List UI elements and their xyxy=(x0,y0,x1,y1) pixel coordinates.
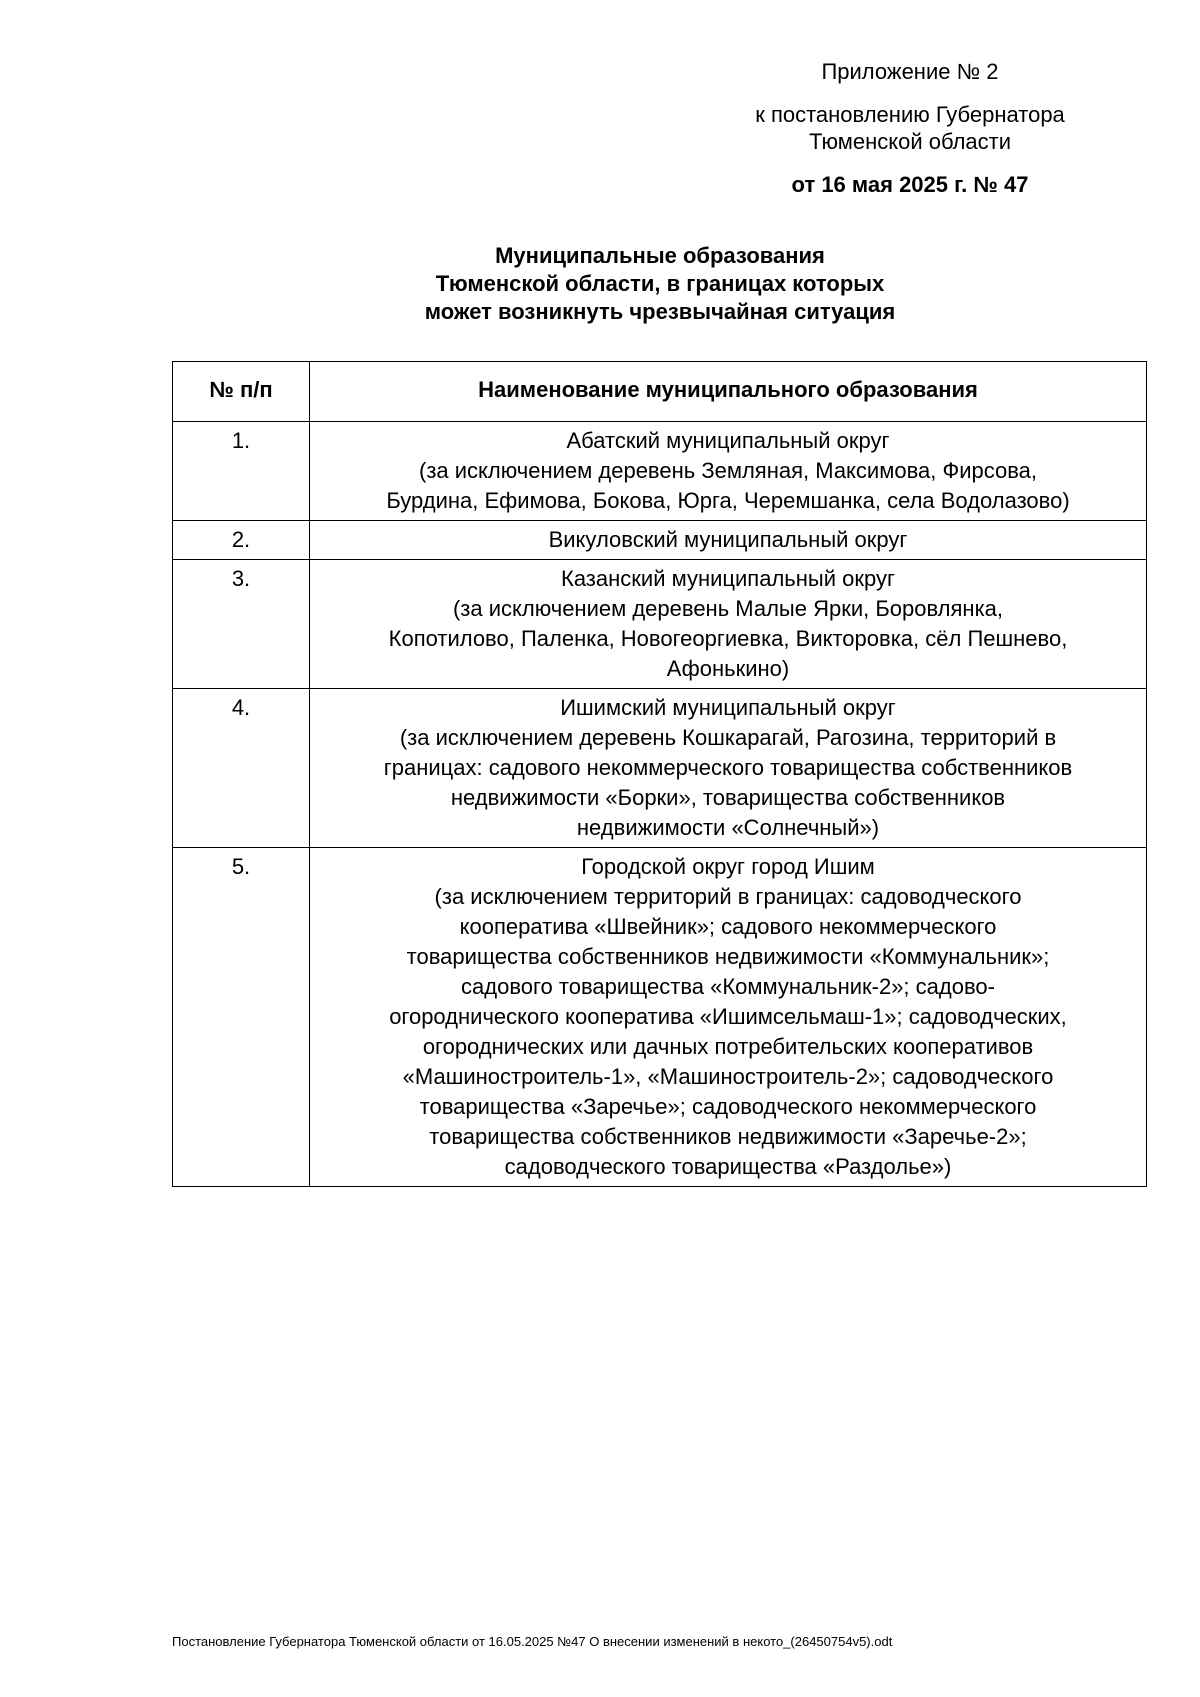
municipality-name-cell xyxy=(310,422,1147,521)
municipality-exclusions-line: товарищества собственников недвижимости «Заречье-2»; xyxy=(429,1124,1027,1149)
municipality-name-cell xyxy=(310,521,1147,560)
municipality-name: Казанский муниципальный округ xyxy=(561,566,895,591)
document-footer: Постановление Губернатора Тюменской области от 16.05.2025 №47 О внесении изменений в некото_(26450754v5).odt xyxy=(172,1634,893,1649)
municipality-exclusions-line: (за исключением деревень Малые Ярки, Боровлянка, xyxy=(452,596,1004,621)
table-row xyxy=(173,848,1147,1187)
municipality-exclusions-line: «Машиностроитель-1», «Машиностроитель-2»; садоводческого xyxy=(402,1064,1054,1089)
municipality-exclusions-line: Афонькино) xyxy=(666,656,790,681)
table-body xyxy=(173,422,1147,1187)
municipality-exclusions-line: (за исключением деревень Земляная, Максимова, Фирсова, xyxy=(419,458,1037,483)
row-number-cell: 4. xyxy=(173,689,310,848)
table-row xyxy=(173,422,1147,521)
municipality-name-cell xyxy=(310,560,1147,689)
column-header-name: Наименование муниципального образования xyxy=(310,362,1147,422)
municipality-name: Ишимский муниципальный округ xyxy=(560,695,896,720)
municipality-exclusions-line: товарищества собственников недвижимости «Коммунальник»; xyxy=(406,944,1050,969)
table-row xyxy=(173,521,1147,560)
row-number-cell: 5. xyxy=(173,848,310,1187)
municipality-exclusions-line: огороднического кооператива «Ишимсельмаш-1»; садоводческих, xyxy=(389,1004,1067,1029)
document-title-line1: Муниципальные образования xyxy=(495,243,825,268)
municipality-name-cell xyxy=(310,848,1147,1187)
municipality-name: Абатский муниципальный округ xyxy=(566,428,890,453)
row-number-cell: 3. xyxy=(173,560,310,689)
municipality-exclusions-line: недвижимости «Солнечный») xyxy=(576,815,880,840)
decree-date: от 16 мая 2025 г. № 47 xyxy=(791,172,1029,197)
table-row xyxy=(173,560,1147,689)
decree-reference xyxy=(720,101,1100,155)
municipality-name: Городской округ город Ишим xyxy=(581,854,875,879)
municipality-name: Викуловский муниципальный округ xyxy=(548,527,908,552)
municipality-exclusions-line: садоводческого товарищества «Раздолье») xyxy=(504,1154,952,1179)
document-title-line3: может возникнуть чрезвычайная ситуация xyxy=(424,299,896,324)
municipality-exclusions-line: Копотилово, Паленка, Новогеоргиевка, Викторовка, сёл Пешнево, xyxy=(388,626,1068,651)
decree-reference-line1: к постановлению Губернатора xyxy=(755,102,1065,127)
municipality-exclusions-line: границах: садового некоммерческого товарищества собственников xyxy=(383,755,1073,780)
column-header-number: № п/п xyxy=(173,362,310,422)
appendix-label: Приложение № 2 xyxy=(821,59,999,84)
row-number-cell: 2. xyxy=(173,521,310,560)
municipality-exclusions-line: огороднических или дачных потребительских кооперативов xyxy=(422,1034,1034,1059)
document-title-line2: Тюменской области, в границах которых xyxy=(435,271,885,296)
municipality-exclusions-line: (за исключением деревень Кошкарагай, Рагозина, территорий в xyxy=(399,725,1057,750)
municipality-exclusions-line: Бурдина, Ефимова, Бокова, Юрга, Черемшанка, села Водолазово) xyxy=(386,488,1070,513)
municipalities-table xyxy=(172,361,1147,1187)
municipality-exclusions-line: кооператива «Швейник»; садового некоммерческого xyxy=(459,914,997,939)
decree-reference-line2: Тюменской области xyxy=(808,129,1012,154)
document-title xyxy=(300,242,1020,326)
table-row xyxy=(173,689,1147,848)
municipality-exclusions-line: (за исключением территорий в границах: садоводческого xyxy=(434,884,1022,909)
municipality-exclusions-line: товарищества «Заречье»; садоводческого некоммерческого xyxy=(419,1094,1037,1119)
municipality-name-cell xyxy=(310,689,1147,848)
table-header-row xyxy=(173,362,1147,422)
row-number-cell: 1. xyxy=(173,422,310,521)
municipality-exclusions-line: недвижимости «Борки», товарищества собственников xyxy=(450,785,1006,810)
municipality-exclusions-line: садового товарищества «Коммунальник-2»; садово- xyxy=(461,974,995,999)
